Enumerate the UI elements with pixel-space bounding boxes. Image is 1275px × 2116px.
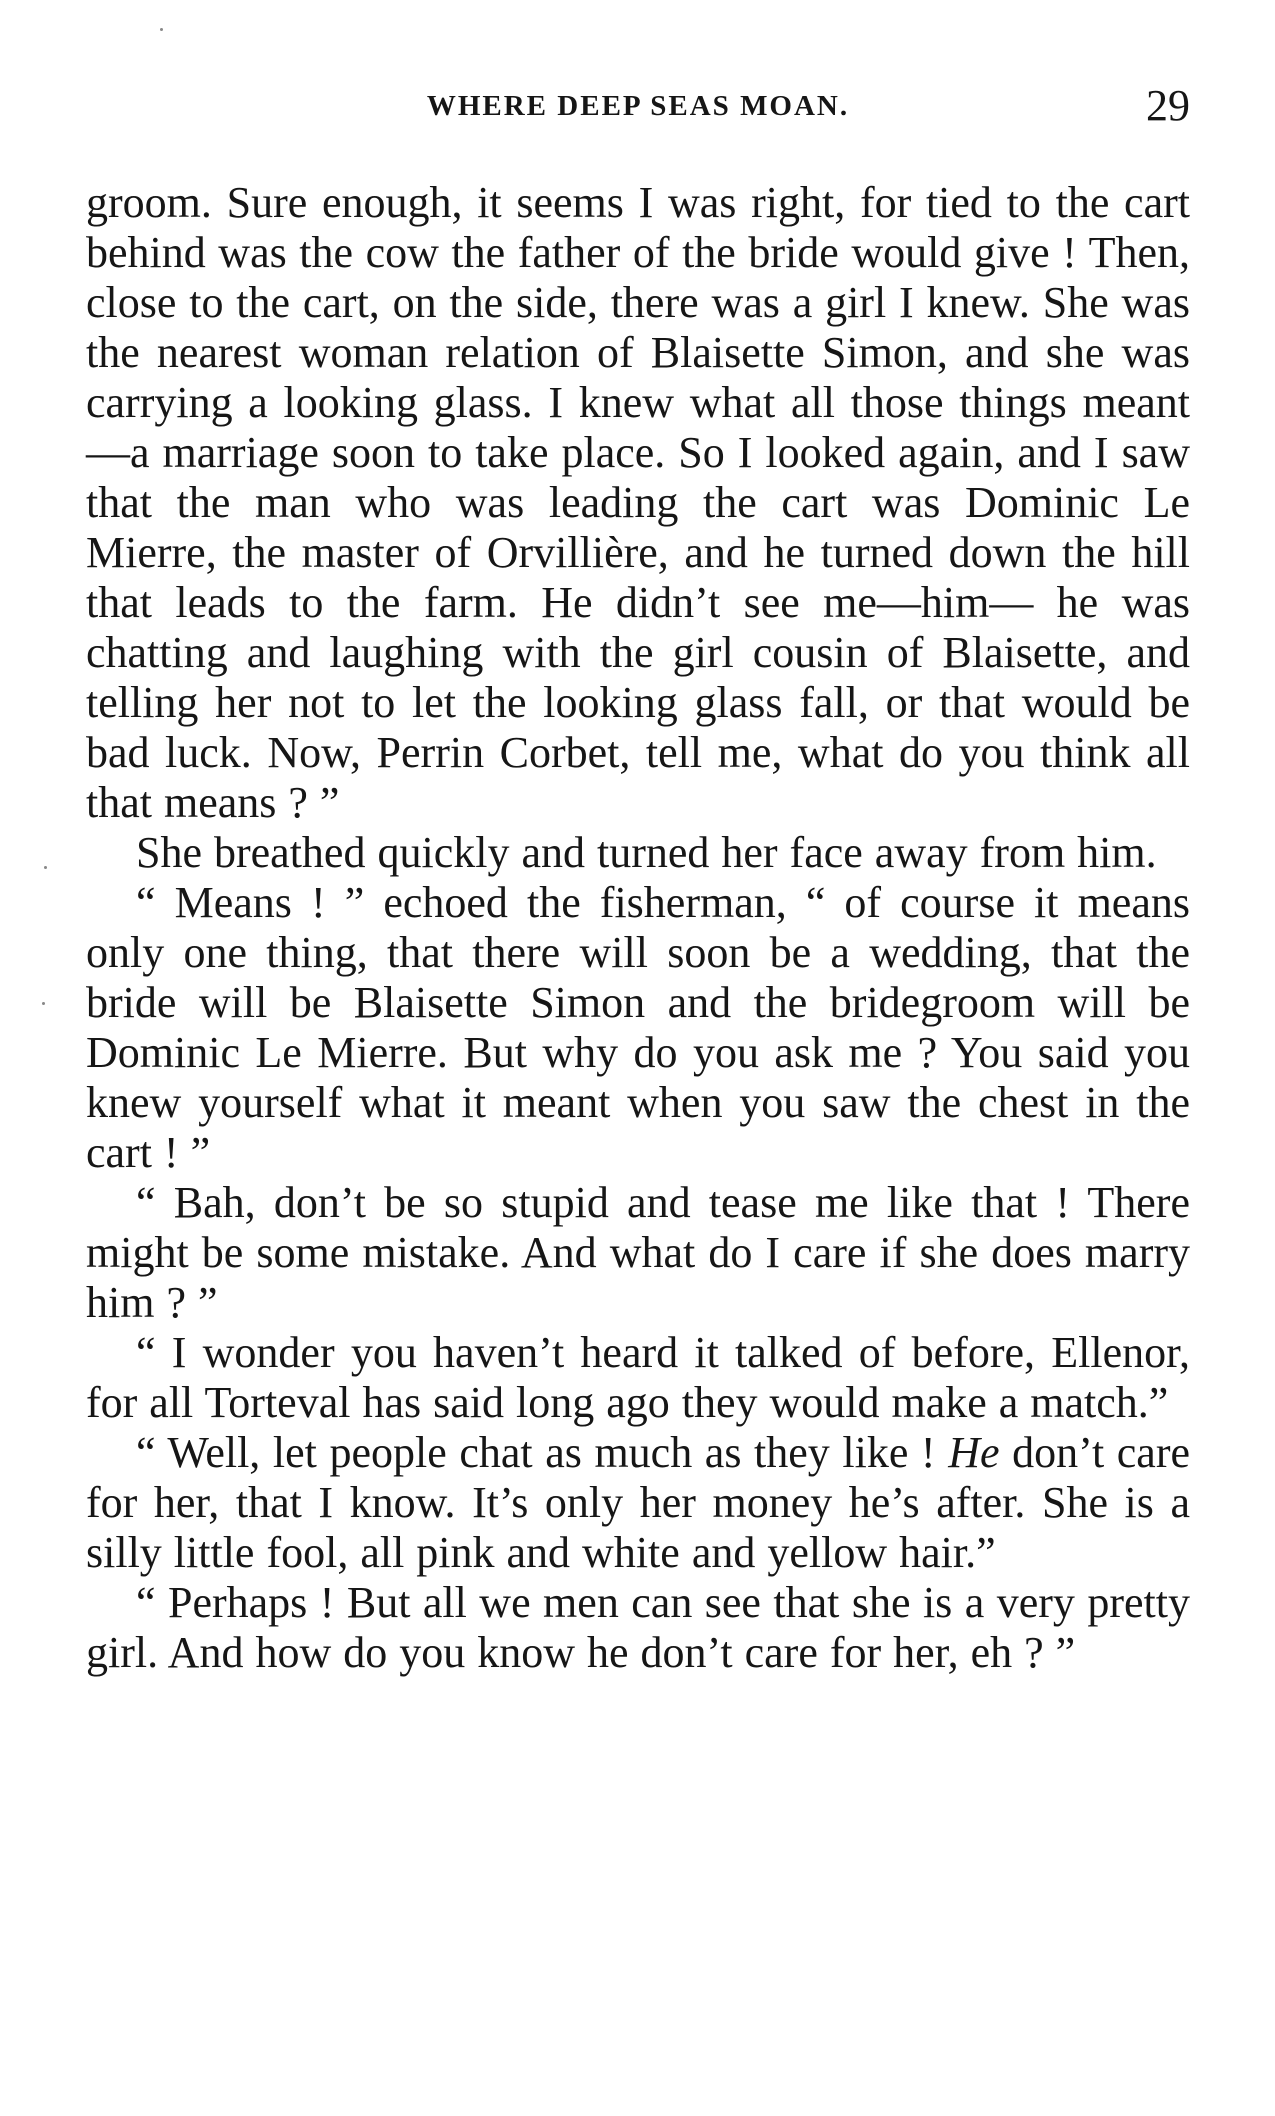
body-text: [86, 178, 1190, 1678]
running-title: WHERE DEEP SEAS MOAN.: [426, 90, 850, 122]
page-number: 29: [1146, 81, 1190, 130]
paragraph-6-emphasis: He: [948, 1428, 1000, 1477]
paragraph-2: She breathed quickly and turned her face away from him.: [136, 828, 1157, 877]
paragraph-6: [86, 1428, 1190, 1578]
print-speck: [160, 28, 163, 31]
print-speck: [44, 866, 47, 869]
print-speck: [42, 1002, 45, 1005]
paragraph-4: “ Bah, don’t be so stupid and tease me like that ! There might be some mistake. And what do I care if she does marry him ? ”: [86, 1178, 1190, 1327]
running-head: [86, 81, 1190, 134]
paragraph-1: groom. Sure enough, it seems I was right, for tied to the cart behind was the cow the father of the bride would give ! Then, close to the cart, on the side, there was a girl I knew. She was the nearest woman relation of Blaisette Simon, and she was carrying a looking glass. I knew what all those things meant—a marriage soon to take place. So I looked again, and I saw that the man who was leading the cart was Dominic Le Mierre, the master of Orvillière, and he turned down the hill that leads to the farm. He didn’t see me—him— he was chatting and laughing with the girl cousin of Blaisette, and telling her not to let the looking glass fall, or that would be bad luck. Now, Perrin Corbet, tell me, what do you think all that means ? ”: [86, 178, 1190, 827]
paragraph-6-lead: “ Well, let people chat as much as they like !: [136, 1428, 949, 1477]
paragraph-3: “ Means ! ” echoed the fisherman, “ of course it means only one thing, that there will soon be a wedding, that the bride will be Blaisette Simon and the bridegroom will be Dominic Le Mierre. But why do you ask me ? You said you knew yourself what it meant when you saw the chest in the cart ! ”: [86, 878, 1190, 1177]
paragraph-6-rest: don’t care for her, that I know. It’s only her money he’s after. She is a silly little fool, all pink and white and yellow hair.”: [86, 1428, 1190, 1577]
paragraph-5: “ I wonder you haven’t heard it talked of before, Ellenor, for all Torteval has said long ago they would make a match.”: [86, 1328, 1190, 1427]
paragraph-7: “ Perhaps ! But all we men can see that she is a very pretty girl. And how do you know he don’t care for her, eh ? ”: [86, 1578, 1190, 1677]
